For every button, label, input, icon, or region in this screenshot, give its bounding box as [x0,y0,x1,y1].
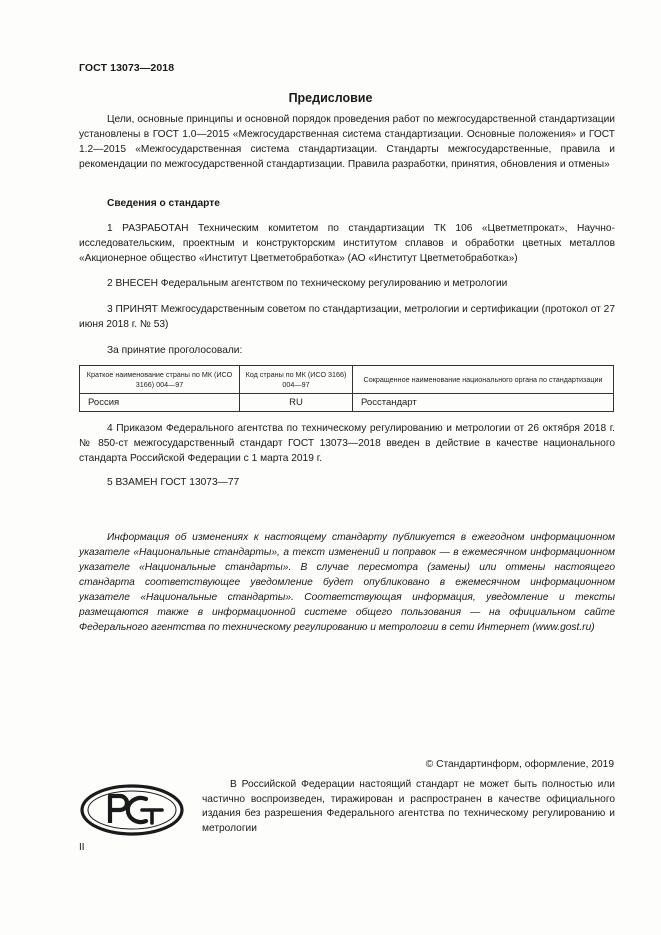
reproduction-rights-notice: В Российской Федерации настоящий стандарт не может быть полностью или частично воспроизведен, тиражирован и распространен в качестве официального издания без разрешения Федерального агентства по техническому регулированию и метрологии [202,779,615,834]
page-number: II [79,842,85,853]
standard-code-header: ГОСТ 13073—2018 [79,62,175,74]
votes-table-header-row [80,366,614,394]
votes-table [79,365,614,412]
info-item-1: 1 РАЗРАБОТАН Техническим комитетом по стандартизации ТК 106 «Цветметпрокат», Научно-исследовательским, проектным и конструкторским институтом сплавов и обработки цветных металлов «Акционерное общество «Институт Цветметобработка» (АО «Институт Цветметобработка») [79,223,615,264]
rst-conformity-mark-icon [80,784,184,836]
votes-header-body: Сокращенное наименование национального органа по стандартизации [353,366,614,394]
preface-title: Предисловие [288,91,373,105]
votes-cell-code: RU [240,394,353,412]
votes-header-country: Краткое наименование страны по МК (ИСО 3166) 004—97 [80,366,240,394]
amendments-notice: Информация об изменениях к настоящему стандарту публикуется в ежегодном информационном указателе «Национальные стандарты», а текст изменений и поправок — в ежемесячном информационном указателе «Национальные стандарты». В случае пересмотра (замены) или отмены настоящего стандарта соответствующее уведомление будет опубликовано в ежемесячном информационном указателе «Национальные стандарты». Соответствующая информация, уведомление и тексты размещаются также в информационной системе общего пользования — на официальном сайте Федерального агентства по техническому регулированию и метрологии в сети Интернет (www.gost.ru) [79,532,615,633]
table-row [80,394,614,412]
votes-cell-body: Росстандарт [353,394,614,412]
info-item-5: 5 ВЗАМЕН ГОСТ 13073—77 [107,477,240,488]
info-item-3: 3 ПРИНЯТ Межгосударственным советом по стандартизации, метрологии и сертификации (протокол от 27 июня 2018 г. № 53) [79,304,615,330]
copyright-line: © Стандартинформ, оформление, 2019 [425,759,614,770]
votes-cell-country: Россия [80,394,240,412]
votes-header-code: Код страны по МК (ИСО 3166) 004—97 [240,366,353,394]
voted-label: За принятие проголосовали: [107,345,243,356]
info-heading: Сведения о стандарте [107,198,220,209]
info-item-4: 4 Приказом Федерального агентства по техническому регулированию и метрологии от 26 октября 2018 г. № 850-ст межгосударственный стандарт ГОСТ 13073—2018 введен в действие в качестве национального стандарта Российской Федерации с 1 марта 2019 г. [79,423,615,464]
info-item-2: 2 ВНЕСЕН Федеральным агентством по техническому регулированию и метрологии [107,278,508,289]
preface-intro-paragraph: Цели, основные принципы и основной порядок проведения работ по межгосударственной стандартизации установлены в ГОСТ 1.0—2015 «Межгосударственная система стандартизации. Основные положения» и ГОСТ 1.2—2015 «Межгосударственная система стандартизации. Стандарты межгосударственные, правила и рекомендации по межгосударственной стандартизации. Правила разработки, принятия, обновления и отмены» [79,114,615,170]
